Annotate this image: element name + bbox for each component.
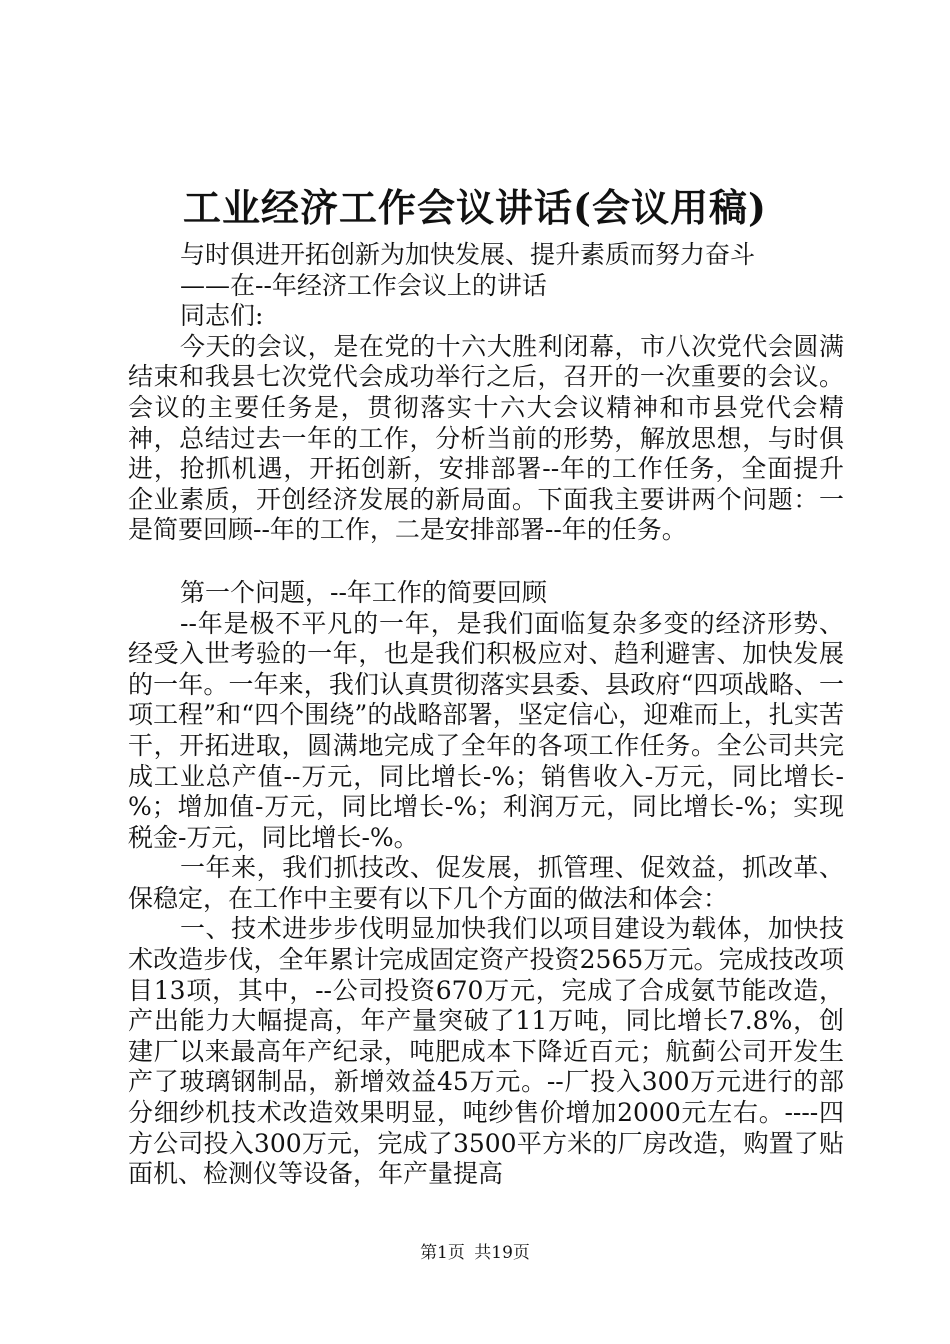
page-total: 共19页 (474, 1243, 530, 1263)
section-heading: 第一个问题，--年工作的简要回顾 (180, 577, 547, 607)
document-title: 工业经济工作会议讲话(会议用稿) (183, 185, 767, 230)
paragraph-tech-progress: 一、技术进步步伐明显加快我们以项目建设为载体，加快技术改造步伐，全年累计完成固定资产投资2565万元。完成技改项目13项，其中，--公司投资670万元，完成了合成氨节能改造，产出能力大幅提高，年产量突破了11万吨，同比增长7.8%，创建厂以来最高年产纪录，吨肥成本下降近百元；航蓟公司开发生产了玻璃钢制品，新增效益45万元。--厂投入300万元进行的部分细纱机技术改造效果明显，吨纱售价增加2000元左右。----四方公司投入300万元，完成了3500平方米的厂房改造，购置了贴面机、检测仪等设备，年产量提高 (128, 914, 844, 1189)
speech-byline: ——在--年经济工作会议上的讲话 (180, 270, 547, 300)
paragraph-summary: 一年来，我们抓技改、促发展，抓管理、促效益，抓改革、保稳定，在工作中主要有以下几个方面的做法和体会： (128, 853, 844, 913)
page-number: 第1页 (420, 1243, 465, 1263)
paragraph-gap (128, 546, 844, 578)
document-body (128, 240, 844, 1190)
paragraph-review: --年是极不平凡的一年，是我们面临复杂多变的经济形势、经受入世考验的一年，也是我们积极应对、趋利避害、加快发展的一年。一年来，我们认真贯彻落实县委、县政府“四项战略、一项工程”和“四个围绕”的战略部署，坚定信心，迎难而上，扎实苦干，开拓进取，圆满地完成了全年的各项工作任务。全公司共完成工业总产值--万元，同比增长-%；销售收入-万元，同比增长-%；增加值-万元，同比增长-%；利润万元，同比增长-%；实现税金-万元，同比增长-%。 (128, 608, 844, 852)
paragraph-intro: 今天的会议，是在党的十六大胜利闭幕，市八次党代会圆满结束和我县七次党代会成功举行之后，召开的一次重要的会议。会议的主要任务是，贯彻落实十六大会议精神和市县党代会精神，总结过去一年的工作，分析当前的形势，解放思想，与时俱进，抢抓机遇，开拓创新，安排部署--年的工作任务，全面提升企业素质，开创经济发展的新局面。下面我主要讲两个问题：一是简要回顾--年的工作，二是安排部署--年的任务。 (128, 331, 844, 545)
speech-subtitle: 与时俱进开拓创新为加快发展、提升素质而努力奋斗 (180, 240, 756, 269)
page-footer (0, 1241, 950, 1265)
salutation: 同志们: (180, 301, 264, 331)
